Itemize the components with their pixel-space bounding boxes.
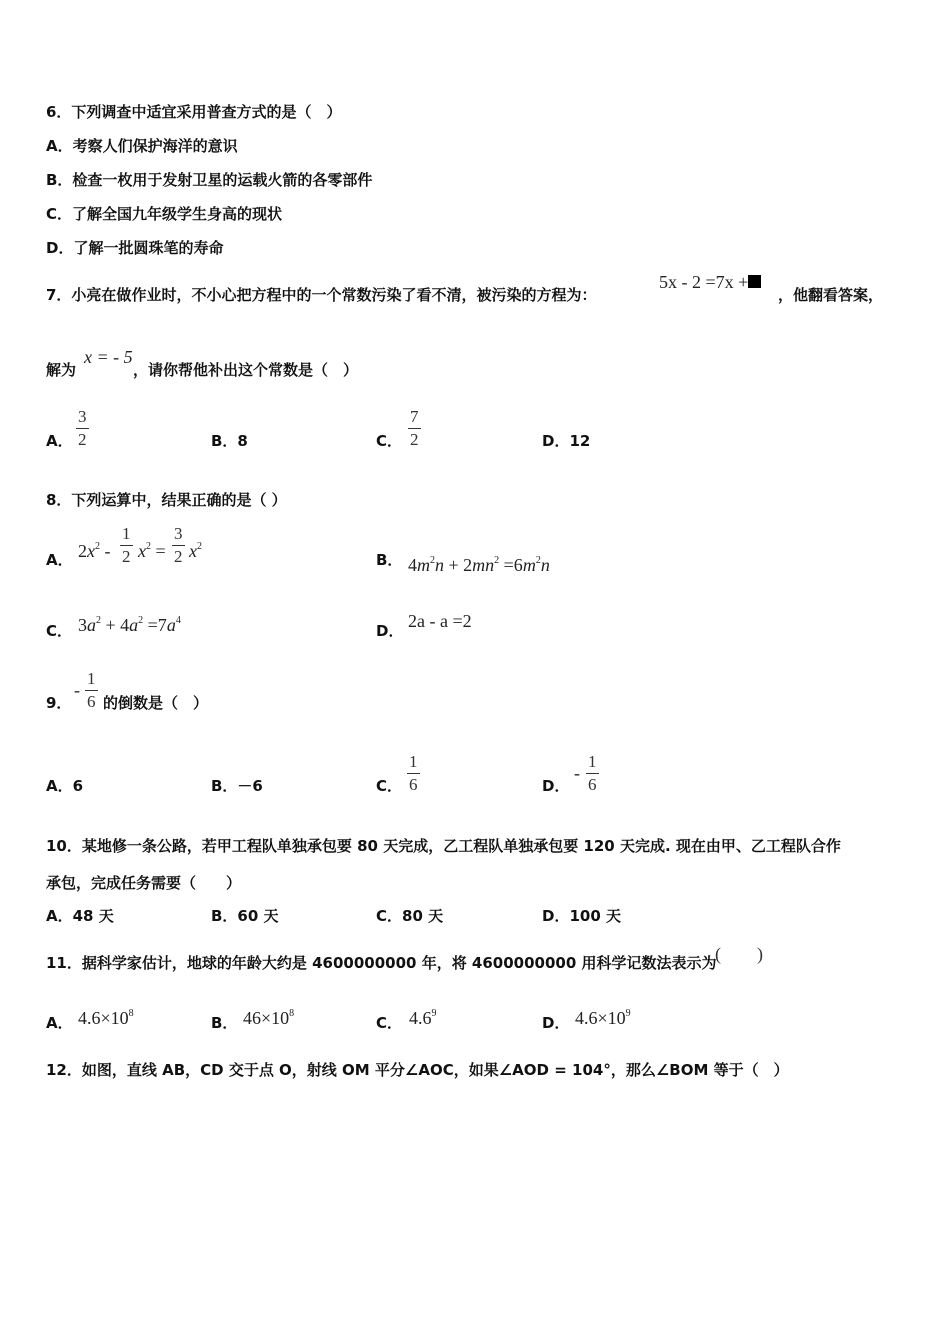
- q9-minus-sign: -: [74, 680, 80, 700]
- q7-option-c-fraction: 7 2: [410, 407, 419, 449]
- q10-option-b: B．60 天: [211, 907, 279, 925]
- q8-option-b-label: B．: [376, 551, 403, 569]
- q7-option-a-fraction: 3 2: [78, 407, 87, 449]
- q9-option-c-label: C．: [376, 777, 403, 795]
- q9-number: 9．: [46, 694, 72, 712]
- q9-option-c-fraction: 1 6: [409, 752, 418, 794]
- q7-solution: x = - 5: [84, 347, 133, 367]
- q9-option-a: A．6: [46, 777, 84, 795]
- q11-option-a-expr: $4.6\times 10^8$: [78, 1008, 134, 1028]
- q8-option-d-label: D．: [376, 622, 404, 640]
- q8-option-a-expr-right: $x^2$: [189, 541, 202, 561]
- q11-option-c-expr: $4.6^9$: [409, 1008, 437, 1028]
- q9-option-d-minus: -: [574, 763, 580, 783]
- q11-option-d-expr: $4.6\times 10^9$: [575, 1008, 631, 1028]
- q8-option-a-label: A．: [46, 551, 73, 569]
- q8-option-c-expr: $3a^2 + 4a^2 =7a^4$: [78, 615, 181, 635]
- q8-option-d-expr: 2a - a =2: [408, 611, 472, 631]
- q6-option-d: D．了解一批圆珠笔的寿命: [46, 239, 224, 257]
- q6-option-b: B．检查一枚用于发射卫星的运载火箭的各零部件: [46, 171, 373, 189]
- q7-option-c-label: C．: [376, 432, 403, 450]
- q7-option-a-label: A．: [46, 432, 73, 450]
- q8-option-b-expr: $4m^2n + 2mn^2 =6m^2n$: [408, 555, 550, 575]
- ink-blot-square-icon: [748, 275, 761, 288]
- q8-option-a-fraction-2: 3 2: [174, 524, 183, 566]
- q9-fraction: 1 6: [87, 669, 96, 711]
- q9-option-b: B．－6: [211, 777, 263, 795]
- q8-option-a-expr-mid: $x^2$ =: [138, 541, 166, 561]
- q11-option-b-expr: $46\times 10^8$: [243, 1008, 295, 1028]
- q9-option-d-fraction: 1 6: [588, 752, 597, 794]
- q7-option-b: B．8: [211, 432, 248, 450]
- q11-answer-paren: ( ): [715, 944, 763, 964]
- q9-stem: 的倒数是（ ）: [103, 694, 209, 712]
- q11-stem: 11．据科学家估计，地球的年龄大约是 4600000000 年，将 4600000000 用科学记数法表示为: [46, 954, 717, 972]
- q7-stem: 7．小亮在做作业时，不小心把方程中的一个常数污染了看不清，被污染的方程为：: [46, 286, 597, 304]
- q6-option-c: C．了解全国九年级学生身高的现状: [46, 205, 283, 223]
- q11-option-b-label: B．: [211, 1014, 238, 1032]
- q8-option-c-label: C．: [46, 622, 73, 640]
- q10-option-a: A．48 天: [46, 907, 114, 925]
- q11-option-c-label: C．: [376, 1014, 403, 1032]
- q8-option-a-fraction-1: 1 2: [122, 524, 131, 566]
- q10-option-c: C．80 天: [376, 907, 444, 925]
- q10-stem-line1: 10．某地修一条公路，若甲工程队单独承包要 80 天完成，乙工程队单独承包要 120 天完成. 现在由甲、乙工程队合作: [46, 837, 841, 855]
- q11-option-d-label: D．: [542, 1014, 570, 1032]
- q8-stem: 8．下列运算中，结果正确的是（ ）: [46, 491, 287, 509]
- q10-stem-line2: 承包，完成任务需要（ ）: [46, 874, 242, 892]
- q6-option-a: A．考察人们保护海洋的意识: [46, 137, 238, 155]
- q7-stem-end: ，他翻看答案，: [778, 286, 884, 304]
- q7-solution-label: 解为: [46, 361, 77, 379]
- q10-option-d: D．100 天: [542, 907, 621, 925]
- q12-stem: 12．如图，直线 AB，CD 交于点 O，射线 OM 平分∠AOC，如果∠AOD = 104°，那么∠BOM 等于（ ）: [46, 1061, 789, 1079]
- q8-option-a-expr-left: $2x^2$ -: [78, 541, 111, 561]
- q7-option-d: D．12: [542, 432, 591, 450]
- q7-polluted-equation: 5x - 2 =7x +: [659, 272, 761, 292]
- q6-stem: 6．下列调查中适宜采用普查方式的是（ ）: [46, 103, 342, 121]
- q7-stem-question: ，请你帮他补出这个常数是（ ）: [133, 361, 359, 379]
- q11-option-a-label: A．: [46, 1014, 73, 1032]
- q9-option-d-label: D．: [542, 777, 570, 795]
